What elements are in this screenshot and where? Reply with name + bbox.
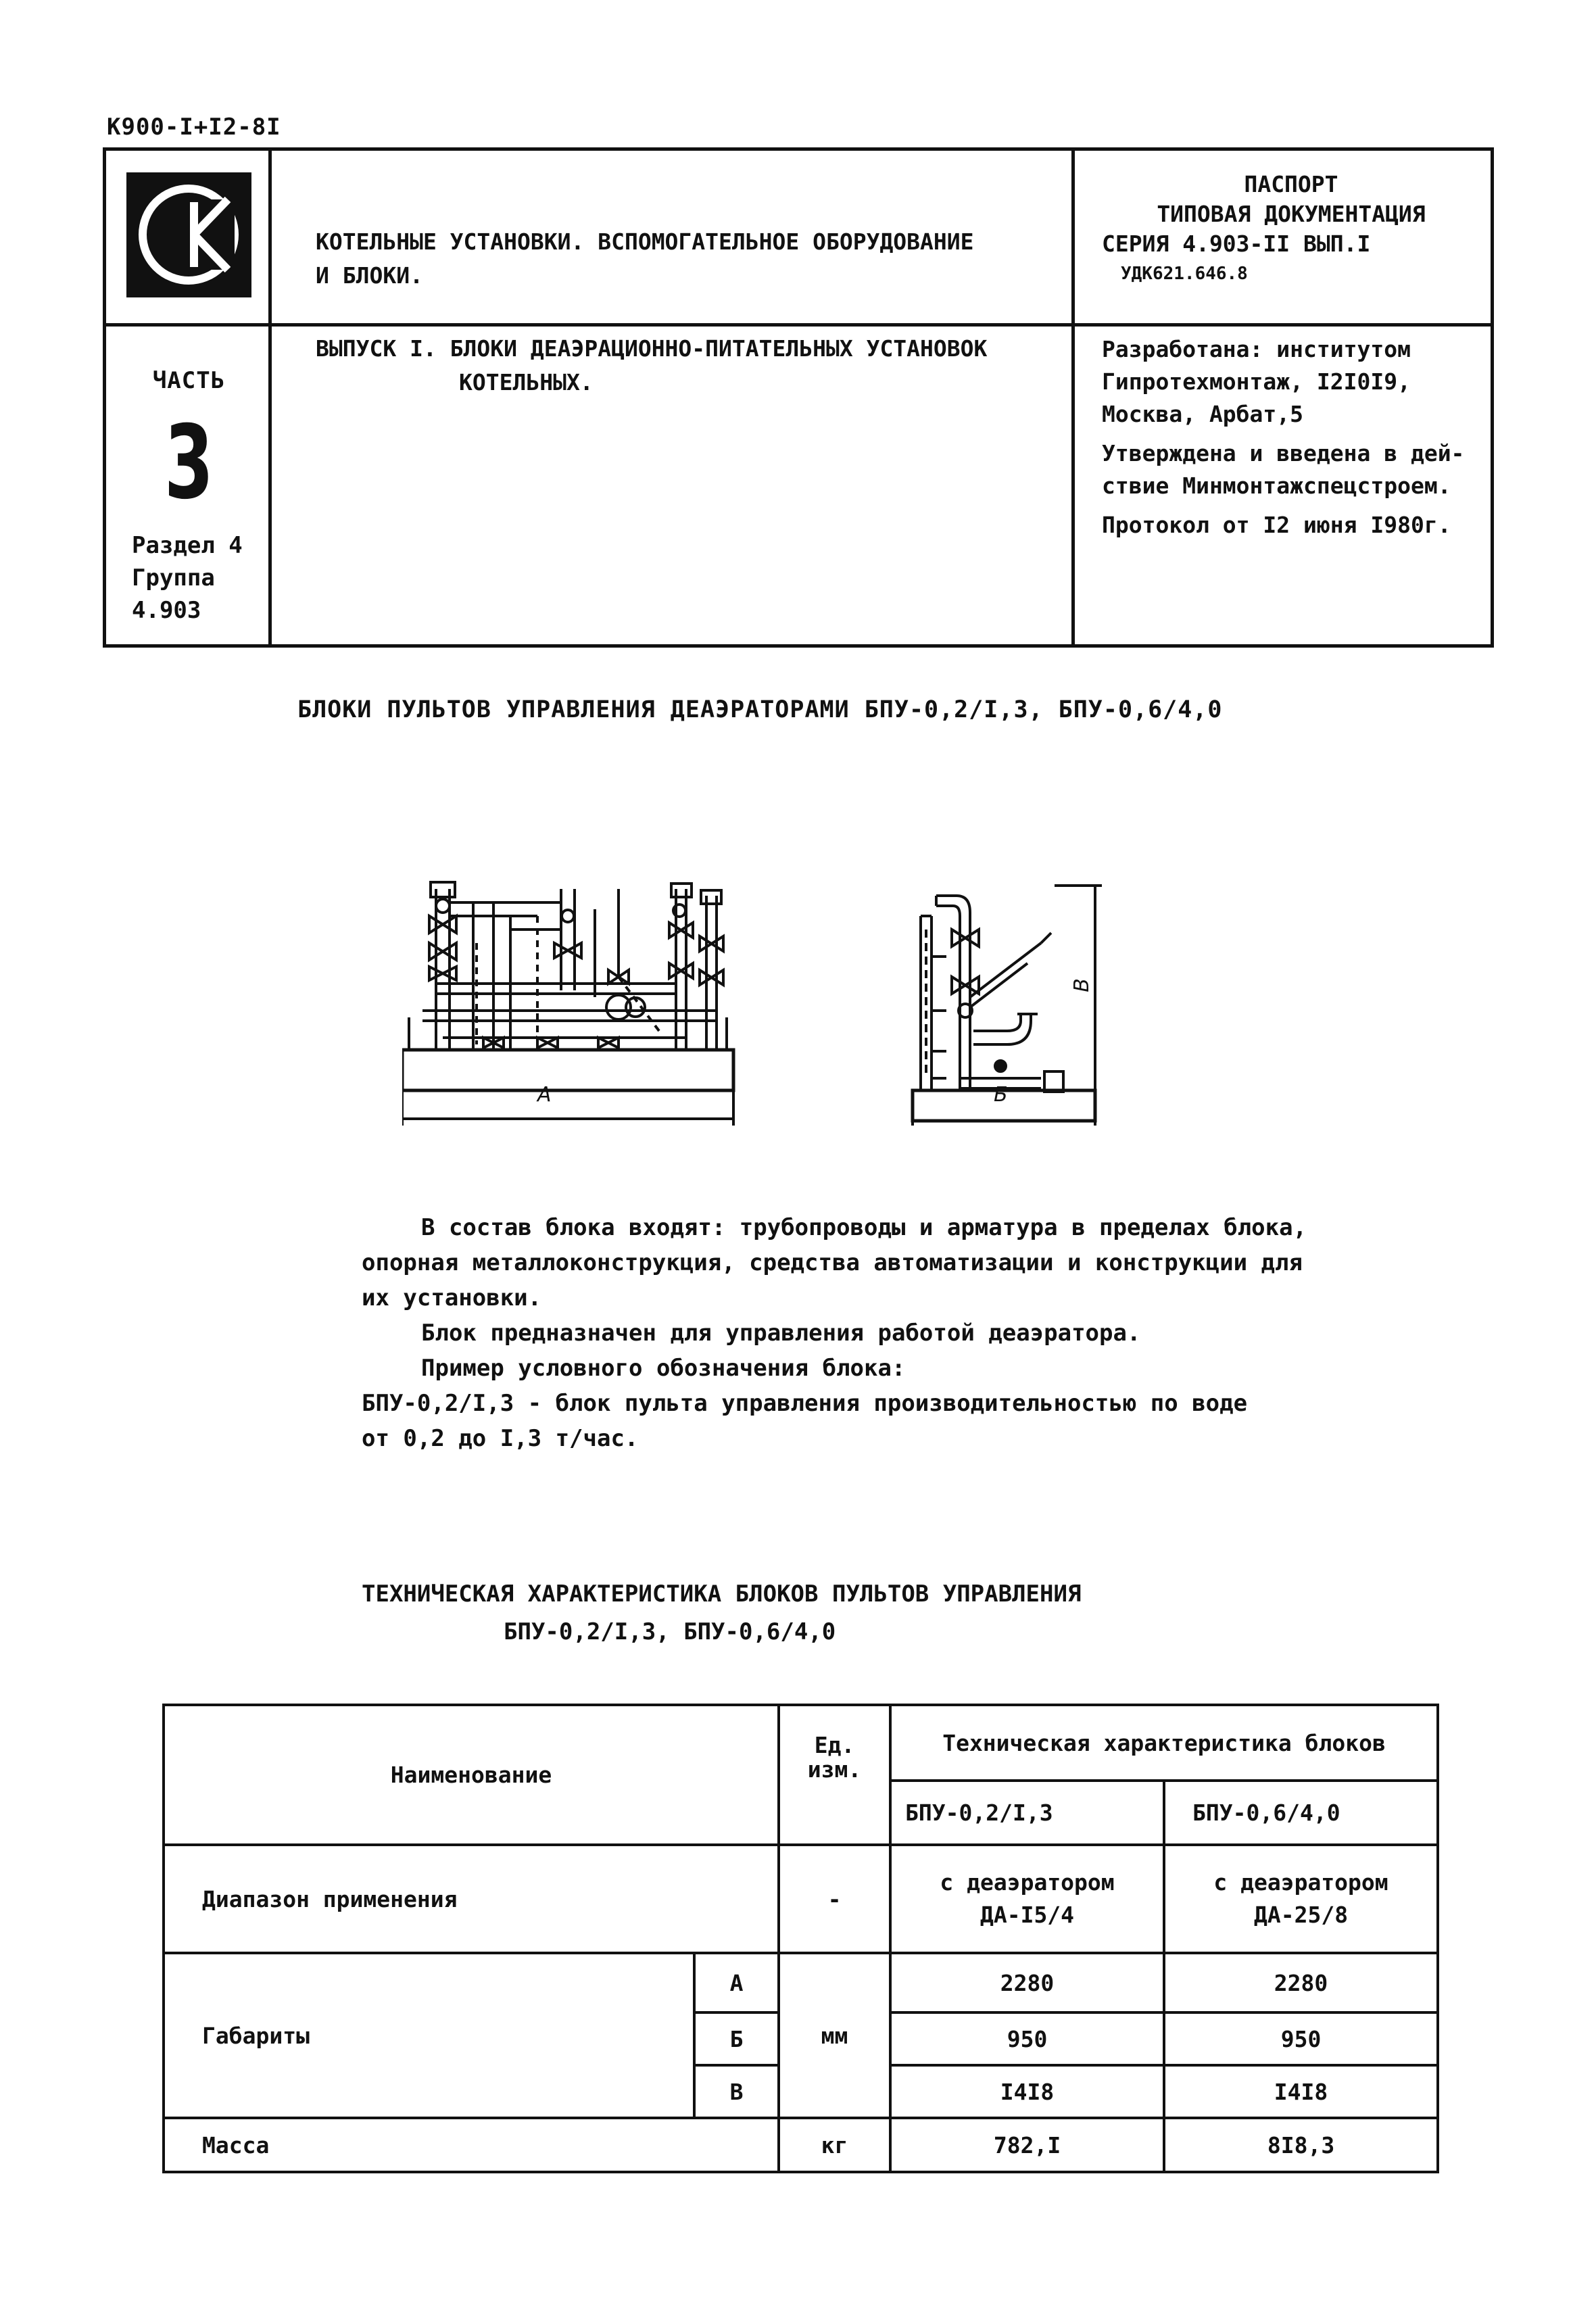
block-description xyxy=(362,1210,1376,1456)
table-row xyxy=(164,1953,1438,2012)
series-title xyxy=(316,225,1059,293)
row-mass-block-2: 8I8,3 xyxy=(1164,2118,1438,2172)
protocol-line: Протокол от I2 июня I980г. xyxy=(1102,512,1451,538)
front-view-drawing xyxy=(402,875,740,1126)
series-title-line: И БЛОКИ. xyxy=(316,262,423,289)
row-dims-v-label: В xyxy=(694,2065,779,2118)
description-line: от 0,2 до I,3 т/час. xyxy=(362,1425,639,1452)
approved-line: Утверждена и введена в дей- xyxy=(1102,440,1465,466)
issue-title xyxy=(316,332,1059,400)
divider xyxy=(106,323,272,327)
row-range-block-1 xyxy=(890,1845,1164,1953)
blocks-title: БЛОКИ ПУЛЬТОВ УПРАВЛЕНИЯ ДЕАЭРАТОРАМИ БПУ-0,2/I,3, БПУ-0,6/4,0 xyxy=(297,696,1223,723)
passport-info xyxy=(1102,170,1480,289)
developed-line: Разработана: институтом xyxy=(1102,336,1411,362)
developed-line: Гипротехмонтаж, I2I0I9, xyxy=(1102,368,1411,395)
row-dims-a-block-1: 2280 xyxy=(890,1953,1164,2012)
cell-line: с деаэратором xyxy=(940,1869,1115,1896)
typical-doc-label: ТИПОВАЯ ДОКУМЕНТАЦИЯ xyxy=(1157,201,1426,227)
table-row xyxy=(164,1845,1438,1953)
header-block-2: БПУ-0,6/4,0 xyxy=(1164,1781,1438,1845)
passport-label: ПАСПОРТ xyxy=(1244,171,1338,197)
issue-title-line: ВЫПУСК I. БЛОКИ ДЕАЭРАЦИОННО-ПИТАТЕЛЬНЫХ УСТАНОВОК xyxy=(316,335,988,362)
header-name: Наименование xyxy=(164,1705,779,1845)
row-dims-a-block-2: 2280 xyxy=(1164,1953,1438,2012)
description-line: Блок предназначен для управления работой деаэратора. xyxy=(421,1320,1141,1347)
part-label: ЧАСТЬ xyxy=(152,367,226,394)
developer-info xyxy=(1102,333,1484,548)
series-label: СЕРИЯ 4.903-II ВЫП.I xyxy=(1102,231,1371,257)
row-mass-name: Масса xyxy=(164,2118,779,2172)
header-unit: Ед. изм. xyxy=(779,1705,890,1845)
section-group-info xyxy=(132,529,243,627)
description-line: БПУ-0,2/I,3 - блок пульта управления производительностью по воде xyxy=(362,1390,1248,1417)
row-range-name: Диапазон применения xyxy=(164,1845,779,1953)
row-dims-b-block-2: 950 xyxy=(1164,2012,1438,2065)
standard-logo-icon xyxy=(126,172,251,297)
row-dims-v-block-2: I4I8 xyxy=(1164,2065,1438,2118)
udk-label: УДК621.646.8 xyxy=(1121,264,1248,284)
title-block-right-column xyxy=(1071,151,1491,644)
table-header-row xyxy=(164,1705,1438,1781)
description-line: их установки. xyxy=(362,1284,542,1311)
description-line: Пример условного обозначения блока: xyxy=(421,1355,906,1382)
issue-title-line: КОТЕЛЬНЫХ. xyxy=(459,369,594,395)
tech-spec-table xyxy=(162,1704,1439,2173)
title-block-left-column xyxy=(106,151,272,644)
section-label: Раздел 4 xyxy=(132,532,243,559)
row-dims-a-label: А xyxy=(694,1953,779,2012)
table-row xyxy=(164,2118,1438,2172)
document-code: К900-I+I2-8I xyxy=(107,114,281,141)
tech-spec-title-line: БПУ-0,2/I,3, БПУ-0,6/4,0 xyxy=(504,1618,836,1645)
header-spec: Техническая характеристика блоков xyxy=(890,1705,1438,1781)
row-mass-block-1: 782,I xyxy=(890,2118,1164,2172)
row-dims-unit: мм xyxy=(779,1953,890,2118)
description-line: В состав блока входят: трубопроводы и арматура в пределах блока, xyxy=(421,1214,1307,1241)
cell-line: ДА-25/8 xyxy=(1253,1902,1349,1928)
description-line: опорная металлоконструкция, средства автоматизации и конструкции для xyxy=(362,1249,1303,1276)
approved-line: ствие Минмонтажспецстроем. xyxy=(1102,473,1451,499)
group-value: 4.903 xyxy=(132,597,201,624)
row-dims-v-block-1: I4I8 xyxy=(890,2065,1164,2118)
row-range-unit: - xyxy=(779,1845,890,1953)
row-dims-name: Габариты xyxy=(164,1953,694,2118)
dimension-label-a: А xyxy=(537,1083,552,1107)
divider xyxy=(272,323,1078,327)
group-label: Группа xyxy=(132,564,215,592)
developed-line: Москва, Арбат,5 xyxy=(1102,401,1304,427)
tech-spec-title-line: ТЕХНИЧЕСКАЯ ХАРАКТЕРИСТИКА БЛОКОВ ПУЛЬТОВ УПРАВЛЕНИЯ xyxy=(362,1581,1082,1608)
cell-line: с деаэратором xyxy=(1213,1869,1388,1896)
tech-spec-title xyxy=(362,1575,1081,1651)
part-number: 3 xyxy=(164,404,214,522)
title-block xyxy=(103,147,1494,648)
row-mass-unit: кг xyxy=(779,2118,890,2172)
dimension-label-b: Б xyxy=(994,1083,1008,1107)
row-dims-b-label: Б xyxy=(694,2012,779,2065)
series-title-line: КОТЕЛЬНЫЕ УСТАНОВКИ. ВСПОМОГАТЕЛЬНОЕ ОБОРУДОВАНИЕ xyxy=(316,228,974,255)
dimension-label-v: В xyxy=(1069,978,1094,992)
side-view-drawing xyxy=(906,875,1122,1126)
row-dims-b-block-1: 950 xyxy=(890,2012,1164,2065)
cell-line: ДА-I5/4 xyxy=(980,1902,1075,1928)
row-range-block-2 xyxy=(1164,1845,1438,1953)
header-block-1: БПУ-0,2/I,3 xyxy=(890,1781,1164,1845)
